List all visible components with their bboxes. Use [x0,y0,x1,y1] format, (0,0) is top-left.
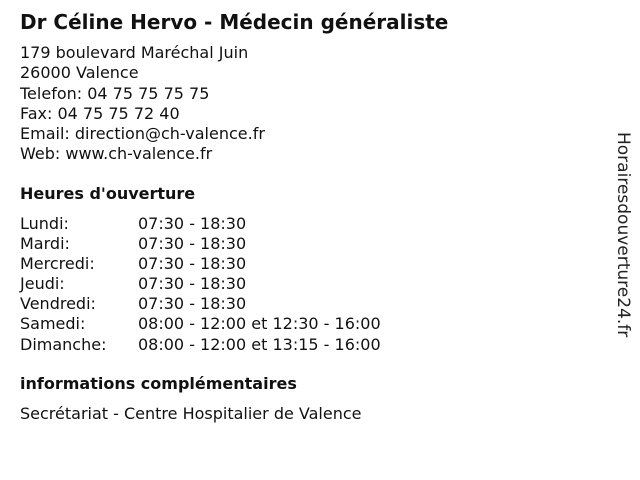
day-hours: 07:30 - 18:30 [138,214,247,233]
website: Web: www.ch-valence.fr [20,144,213,164]
day-hours: 07:30 - 18:30 [138,254,247,274]
site-watermark: Horairesdouverture24.fr [613,132,633,338]
day-hours: 07:30 - 18:30 [138,234,247,254]
additional-info-text: Secrétariat - Centre Hospitalier de Valence [20,404,362,423]
email-address: Email: direction@ch-valence.fr [20,124,265,144]
fax-number: Fax: 04 75 75 72 40 [20,103,180,123]
street-address: 179 boulevard Maréchal Juin [20,43,249,62]
day-label: Mercredi: [20,254,95,274]
day-label: Mardi: [20,234,70,254]
day-hours: 07:30 - 18:30 [138,294,247,314]
day-label: Jeudi: [20,274,65,294]
contact-block [20,43,265,165]
day-hours: 07:30 - 18:30 [138,274,247,294]
page-title: Dr Céline Hervo - Médecin généraliste [20,10,449,34]
day-label: Vendredi: [20,294,96,314]
opening-hours-heading: Heures d'ouverture [20,184,196,203]
day-hours: 08:00 - 12:00 et 12:30 - 16:00 [138,314,381,334]
day-label: Lundi: [20,214,69,233]
phone-number: Telefon: 04 75 75 75 75 [20,83,210,103]
day-hours: 08:00 - 12:00 et 13:15 - 16:00 [138,334,381,354]
day-label: Dimanche: [20,334,107,354]
additional-info-heading: informations complémentaires [20,374,297,393]
day-label: Samedi: [20,314,86,334]
city-address: 26000 Valence [20,63,139,83]
